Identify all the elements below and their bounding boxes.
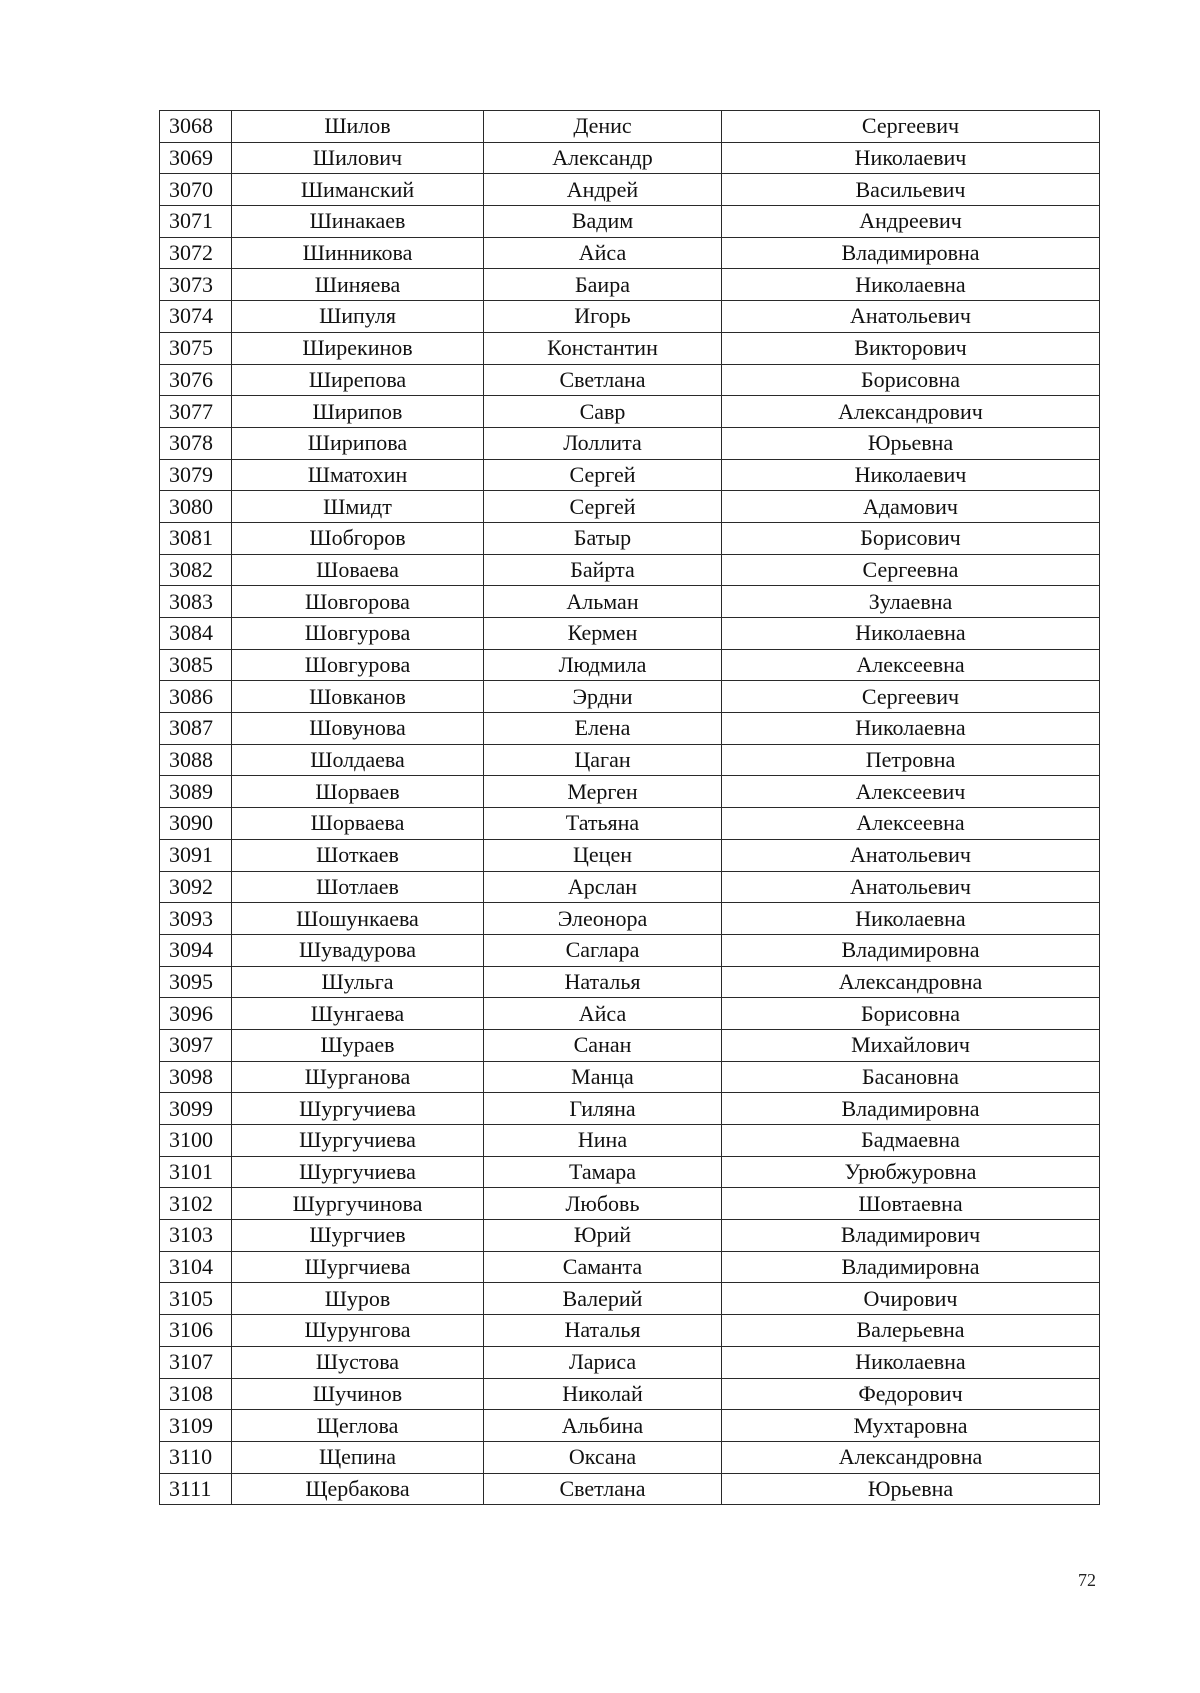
row-number-cell: 3073 [160,269,232,301]
last-name-cell: Шовгурова [232,618,484,650]
row-number-cell: 3100 [160,1125,232,1157]
row-number-cell: 3109 [160,1410,232,1442]
patronymic-cell: Анатольевич [722,839,1100,871]
first-name-cell: Наталья [484,1315,722,1347]
first-name-cell: Манца [484,1061,722,1093]
last-name-cell: Шульга [232,966,484,998]
row-number-cell: 3079 [160,459,232,491]
table-row [160,174,1100,206]
row-number-cell: 3091 [160,839,232,871]
table-row [160,237,1100,269]
table-row [160,1441,1100,1473]
patronymic-cell: Адамович [722,491,1100,523]
last-name-cell: Шорваев [232,776,484,808]
table-row [160,269,1100,301]
patronymic-cell: Николаевна [722,713,1100,745]
last-name-cell: Шургучиева [232,1125,484,1157]
last-name-cell: Ширипова [232,427,484,459]
row-number-cell: 3085 [160,649,232,681]
table-row [160,1029,1100,1061]
first-name-cell: Наталья [484,966,722,998]
table-row [160,459,1100,491]
patronymic-cell: Андреевич [722,206,1100,238]
last-name-cell: Шобгоров [232,522,484,554]
table-row [160,744,1100,776]
patronymic-cell: Александровна [722,1441,1100,1473]
row-number-cell: 3072 [160,237,232,269]
patronymic-cell: Владимировна [722,934,1100,966]
row-number-cell: 3090 [160,808,232,840]
patronymic-cell: Николаевна [722,269,1100,301]
row-number-cell: 3089 [160,776,232,808]
first-name-cell: Альман [484,586,722,618]
table-row [160,1061,1100,1093]
patronymic-cell: Алексеевна [722,649,1100,681]
patronymic-cell: Петровна [722,744,1100,776]
first-name-cell: Батыр [484,522,722,554]
last-name-cell: Шуров [232,1283,484,1315]
first-name-cell: Валерий [484,1283,722,1315]
last-name-cell: Щепина [232,1441,484,1473]
table-row [160,1156,1100,1188]
row-number-cell: 3083 [160,586,232,618]
row-number-cell: 3110 [160,1441,232,1473]
row-number-cell: 3082 [160,554,232,586]
row-number-cell: 3101 [160,1156,232,1188]
first-name-cell: Арслан [484,871,722,903]
table-row [160,522,1100,554]
table-row [160,142,1100,174]
patronymic-cell: Очирович [722,1283,1100,1315]
first-name-cell: Оксана [484,1441,722,1473]
last-name-cell: Шоваева [232,554,484,586]
row-number-cell: 3074 [160,301,232,333]
row-number-cell: 3086 [160,681,232,713]
table-row [160,934,1100,966]
patronymic-cell: Борисовна [722,998,1100,1030]
first-name-cell: Гиляна [484,1093,722,1125]
last-name-cell: Шилов [232,111,484,143]
first-name-cell: Айса [484,998,722,1030]
table-row [160,364,1100,396]
last-name-cell: Шургучиева [232,1156,484,1188]
row-number-cell: 3102 [160,1188,232,1220]
table-row [160,206,1100,238]
table-row [160,998,1100,1030]
names-table [159,110,1100,1505]
patronymic-cell: Александрович [722,396,1100,428]
first-name-cell: Андрей [484,174,722,206]
table-row [160,1251,1100,1283]
row-number-cell: 3081 [160,522,232,554]
first-name-cell: Николай [484,1378,722,1410]
last-name-cell: Шовканов [232,681,484,713]
first-name-cell: Саманта [484,1251,722,1283]
patronymic-cell: Сергеевич [722,111,1100,143]
last-name-cell: Шурунгова [232,1315,484,1347]
patronymic-cell: Николаевич [722,142,1100,174]
table-row [160,111,1100,143]
patronymic-cell: Владимировна [722,1093,1100,1125]
table-row [160,1188,1100,1220]
row-number-cell: 3078 [160,427,232,459]
table-row [160,396,1100,428]
row-number-cell: 3093 [160,903,232,935]
first-name-cell: Константин [484,332,722,364]
patronymic-cell: Алексеевич [722,776,1100,808]
last-name-cell: Шураев [232,1029,484,1061]
first-name-cell: Саглара [484,934,722,966]
last-name-cell: Шургчиев [232,1220,484,1252]
table-row [160,903,1100,935]
patronymic-cell: Алексеевна [722,808,1100,840]
first-name-cell: Цецен [484,839,722,871]
table-row [160,1410,1100,1442]
table-row [160,681,1100,713]
names-table-body [160,111,1100,1505]
first-name-cell: Игорь [484,301,722,333]
patronymic-cell: Урюбжуровна [722,1156,1100,1188]
table-row [160,491,1100,523]
table-row [160,1473,1100,1505]
table-row [160,776,1100,808]
row-number-cell: 3099 [160,1093,232,1125]
row-number-cell: 3107 [160,1346,232,1378]
last-name-cell: Щеглова [232,1410,484,1442]
row-number-cell: 3084 [160,618,232,650]
table-row [160,301,1100,333]
first-name-cell: Лариса [484,1346,722,1378]
table-row [160,1220,1100,1252]
row-number-cell: 3088 [160,744,232,776]
row-number-cell: 3098 [160,1061,232,1093]
patronymic-cell: Михайлович [722,1029,1100,1061]
first-name-cell: Сергей [484,491,722,523]
first-name-cell: Светлана [484,364,722,396]
row-number-cell: 3069 [160,142,232,174]
first-name-cell: Лоллита [484,427,722,459]
patronymic-cell: Сергеевна [722,554,1100,586]
table-row [160,618,1100,650]
row-number-cell: 3106 [160,1315,232,1347]
table-row [160,554,1100,586]
patronymic-cell: Сергеевич [722,681,1100,713]
first-name-cell: Тамара [484,1156,722,1188]
patronymic-cell: Бадмаевна [722,1125,1100,1157]
first-name-cell: Светлана [484,1473,722,1505]
row-number-cell: 3080 [160,491,232,523]
first-name-cell: Кермен [484,618,722,650]
first-name-cell: Людмила [484,649,722,681]
patronymic-cell: Владимирович [722,1220,1100,1252]
patronymic-cell: Зулаевна [722,586,1100,618]
first-name-cell: Александр [484,142,722,174]
row-number-cell: 3103 [160,1220,232,1252]
row-number-cell: 3092 [160,871,232,903]
row-number-cell: 3070 [160,174,232,206]
row-number-cell: 3105 [160,1283,232,1315]
last-name-cell: Щербакова [232,1473,484,1505]
table-row [160,1346,1100,1378]
first-name-cell: Нина [484,1125,722,1157]
first-name-cell: Айса [484,237,722,269]
last-name-cell: Шматохин [232,459,484,491]
table-row [160,586,1100,618]
first-name-cell: Любовь [484,1188,722,1220]
row-number-cell: 3097 [160,1029,232,1061]
row-number-cell: 3076 [160,364,232,396]
last-name-cell: Шургчиева [232,1251,484,1283]
first-name-cell: Байрта [484,554,722,586]
table-row [160,808,1100,840]
patronymic-cell: Федорович [722,1378,1100,1410]
table-row [160,713,1100,745]
patronymic-cell: Александровна [722,966,1100,998]
patronymic-cell: Николаевна [722,903,1100,935]
last-name-cell: Ширипов [232,396,484,428]
first-name-cell: Сергей [484,459,722,491]
last-name-cell: Шиманский [232,174,484,206]
table-row [160,427,1100,459]
last-name-cell: Шовгурова [232,649,484,681]
patronymic-cell: Анатольевич [722,871,1100,903]
row-number-cell: 3094 [160,934,232,966]
patronymic-cell: Васильевич [722,174,1100,206]
last-name-cell: Шургучинова [232,1188,484,1220]
last-name-cell: Шиняева [232,269,484,301]
first-name-cell: Татьяна [484,808,722,840]
last-name-cell: Шучинов [232,1378,484,1410]
patronymic-cell: Шовтаевна [722,1188,1100,1220]
last-name-cell: Шоткаев [232,839,484,871]
table-row [160,871,1100,903]
patronymic-cell: Николаевна [722,1346,1100,1378]
row-number-cell: 3111 [160,1473,232,1505]
patronymic-cell: Валерьевна [722,1315,1100,1347]
table-row [160,1125,1100,1157]
row-number-cell: 3071 [160,206,232,238]
last-name-cell: Шошункаева [232,903,484,935]
first-name-cell: Баира [484,269,722,301]
last-name-cell: Шорваева [232,808,484,840]
last-name-cell: Шмидт [232,491,484,523]
patronymic-cell: Басановна [722,1061,1100,1093]
row-number-cell: 3104 [160,1251,232,1283]
last-name-cell: Ширекинов [232,332,484,364]
last-name-cell: Шургучиева [232,1093,484,1125]
first-name-cell: Цаган [484,744,722,776]
last-name-cell: Шустова [232,1346,484,1378]
last-name-cell: Шотлаев [232,871,484,903]
table-row [160,649,1100,681]
table-row [160,1093,1100,1125]
patronymic-cell: Владимировна [722,1251,1100,1283]
table-row [160,839,1100,871]
patronymic-cell: Юрьевна [722,427,1100,459]
table-row [160,332,1100,364]
patronymic-cell: Николаевич [722,459,1100,491]
patronymic-cell: Борисовна [722,364,1100,396]
patronymic-cell: Николаевна [722,618,1100,650]
table-row [160,966,1100,998]
first-name-cell: Элеонора [484,903,722,935]
row-number-cell: 3095 [160,966,232,998]
row-number-cell: 3108 [160,1378,232,1410]
first-name-cell: Денис [484,111,722,143]
table-row [160,1378,1100,1410]
table-row [160,1315,1100,1347]
first-name-cell: Елена [484,713,722,745]
patronymic-cell: Мухтаровна [722,1410,1100,1442]
last-name-cell: Ширепова [232,364,484,396]
last-name-cell: Шолдаева [232,744,484,776]
row-number-cell: 3075 [160,332,232,364]
last-name-cell: Шипуля [232,301,484,333]
patronymic-cell: Викторович [722,332,1100,364]
first-name-cell: Альбина [484,1410,722,1442]
first-name-cell: Савр [484,396,722,428]
row-number-cell: 3096 [160,998,232,1030]
last-name-cell: Шовунова [232,713,484,745]
patronymic-cell: Юрьевна [722,1473,1100,1505]
row-number-cell: 3077 [160,396,232,428]
last-name-cell: Шинакаев [232,206,484,238]
last-name-cell: Шувадурова [232,934,484,966]
last-name-cell: Шунгаева [232,998,484,1030]
last-name-cell: Шинникова [232,237,484,269]
first-name-cell: Мерген [484,776,722,808]
row-number-cell: 3068 [160,111,232,143]
first-name-cell: Эрдни [484,681,722,713]
table-row [160,1283,1100,1315]
first-name-cell: Юрий [484,1220,722,1252]
page-number: 72 [1078,1570,1096,1590]
patronymic-cell: Анатольевич [722,301,1100,333]
first-name-cell: Вадим [484,206,722,238]
last-name-cell: Шовгорова [232,586,484,618]
row-number-cell: 3087 [160,713,232,745]
last-name-cell: Шурганова [232,1061,484,1093]
patronymic-cell: Владимировна [722,237,1100,269]
last-name-cell: Шилович [232,142,484,174]
first-name-cell: Санан [484,1029,722,1061]
patronymic-cell: Борисович [722,522,1100,554]
